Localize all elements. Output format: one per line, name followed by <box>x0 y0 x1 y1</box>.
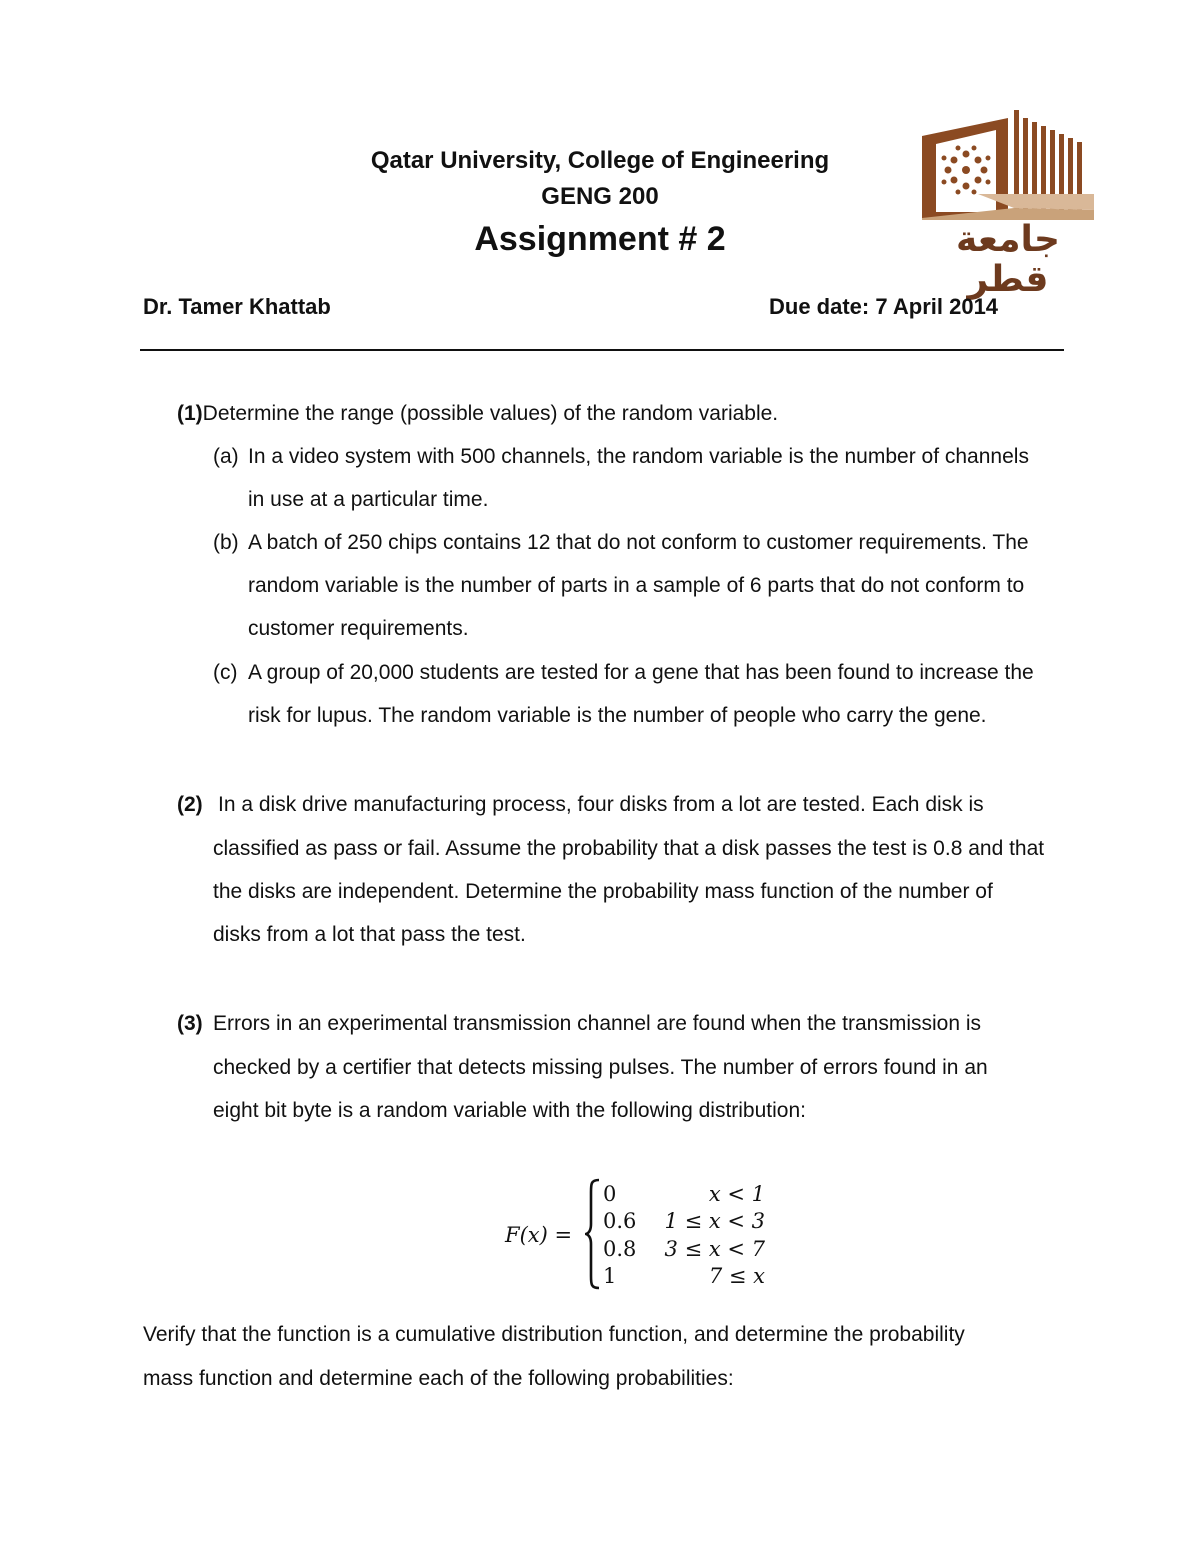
logo-arabic-text: جامعة قطر <box>956 219 1060 300</box>
formula-lhs: F(x) = <box>505 1223 573 1247</box>
part-label-b: (b) <box>213 531 239 554</box>
follow-up-line-2: mass function and determine each of the following probabilities: <box>143 1367 734 1390</box>
question-2-number: (2) <box>177 793 203 816</box>
part-c-line-1: A group of 20,000 students are tested for a gene that has been found to increase the <box>248 661 1034 684</box>
question-2-line-3: the disks are independent. Determine the probability mass function of the number of <box>213 880 993 903</box>
question-text: Determine the range (possible values) of the random variable. <box>202 402 779 425</box>
part-label-a: (a) <box>213 445 239 468</box>
follow-up-line-1: Verify that the function is a cumulative distribution function, and determine the probability <box>143 1323 965 1346</box>
question-3-line-2: checked by a certifier that detects missing pulses. The number of errors found in an <box>213 1056 988 1079</box>
due-date: Due date: 7 April 2014 <box>769 294 999 319</box>
case-condition-2: 1 ≤ x < 3 <box>664 1209 765 1233</box>
case-value-3: 0.8 <box>603 1237 637 1261</box>
header-divider <box>140 349 1064 351</box>
university-title: Qatar University, College of Engineering <box>370 147 830 174</box>
case-condition-3: 3 ≤ x < 7 <box>664 1237 765 1261</box>
part-b-line-2: random variable is the number of parts in a sample of 6 parts that do not conform to <box>248 574 1025 597</box>
question-2-line-2: classified as pass or fail. Assume the probability that a disk passes the test is 0.8 and that <box>213 837 1045 860</box>
case-value-1: 0 <box>603 1182 617 1206</box>
question-1 <box>177 401 778 427</box>
brace-icon <box>585 1178 601 1290</box>
case-value-4: 1 <box>603 1264 617 1288</box>
part-a-line-1: In a video system with 500 channels, the random variable is the number of channels <box>248 445 1029 468</box>
course-code: GENG 200 <box>541 183 659 210</box>
case-condition-1: x < 1 <box>708 1182 765 1206</box>
case-value-2: 0.6 <box>603 1209 637 1233</box>
part-b-line-3: customer requirements. <box>248 617 469 640</box>
question-3-line-3: eight bit byte is a random variable with the following distribution: <box>213 1099 806 1122</box>
case-condition-4: 7 ≤ x <box>708 1264 765 1288</box>
assignment-title: Assignment # 2 <box>474 220 726 258</box>
question-number: (1) <box>177 402 203 425</box>
question-2-line-1: In a disk drive manufacturing process, four disks from a lot are tested. Each disk is <box>218 793 984 816</box>
question-3-number: (3) <box>177 1012 203 1035</box>
part-b-line-1: A batch of 250 chips contains 12 that do not conform to customer requirements. The <box>248 531 1029 554</box>
part-a-line-2: in use at a particular time. <box>248 488 489 511</box>
part-c-line-2: risk for lupus. The random variable is the number of people who carry the gene. <box>248 704 987 727</box>
question-2-line-4: disks from a lot that pass the test. <box>213 923 526 946</box>
question-3-line-1: Errors in an experimental transmission channel are found when the transmission is <box>213 1012 982 1035</box>
part-label-c: (c) <box>213 661 238 684</box>
author-name: Dr. Tamer Khattab <box>143 294 331 319</box>
